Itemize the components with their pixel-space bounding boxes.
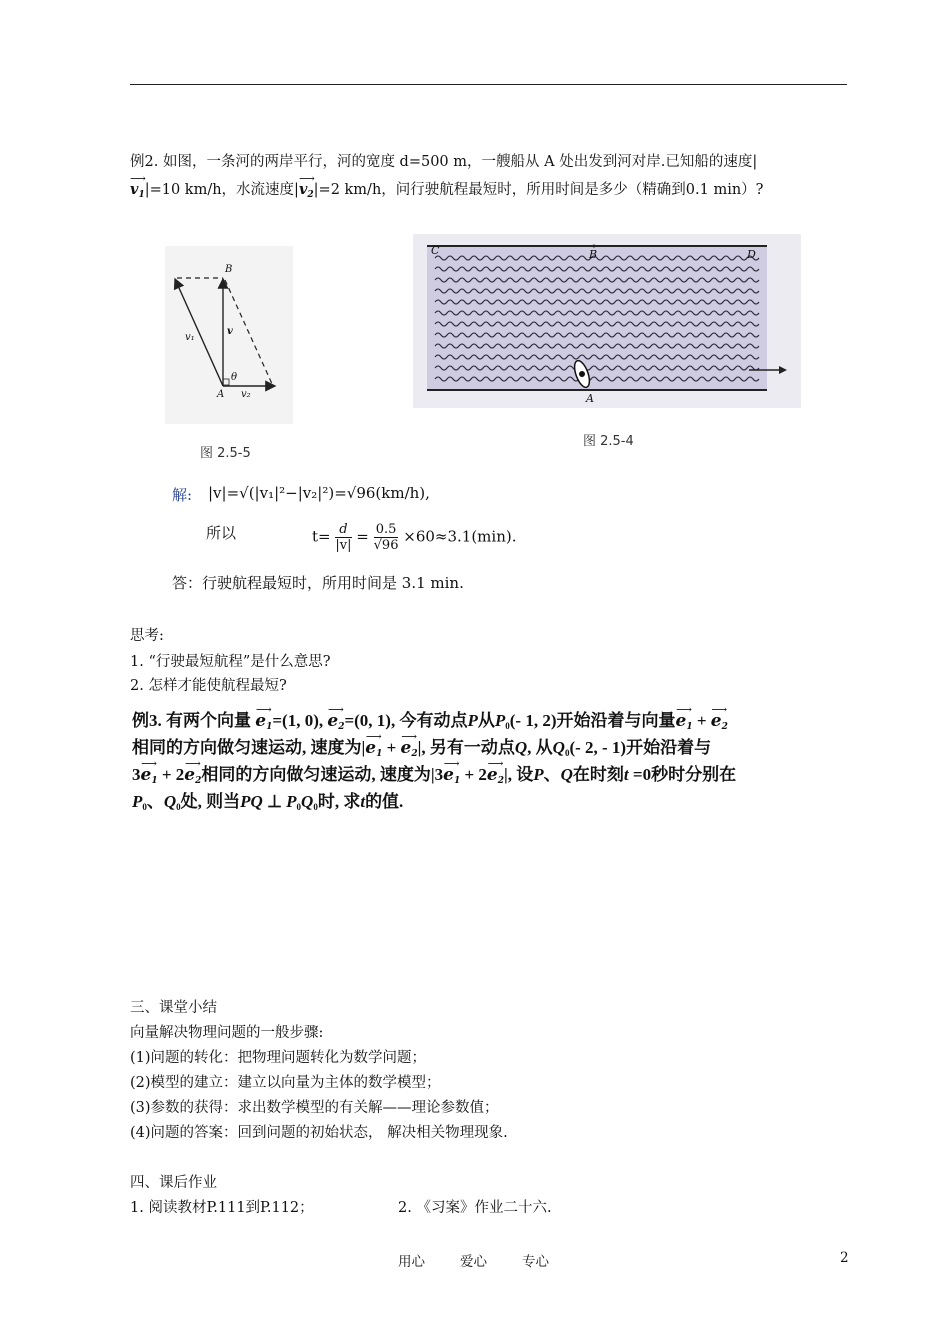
- example3-line3: 3 ⟶ $e_1 + 2$ ⟶ $e_2$相同的方向做匀速运动, 速度为|3 ⟶ $e_1 + 2$ ⟶ $e_2|$, 设P、Q在时刻t =0秒时分别在: [132, 757, 737, 786]
- caption-2-5-5: 图 2.5-5: [200, 446, 251, 461]
- vector-v1: ⟶ $v_1$: [130, 172, 146, 200]
- homework-item2: 2. 《习案》作业二十六.: [398, 1200, 552, 1216]
- label-C: C: [431, 244, 440, 257]
- header-rule: [130, 84, 847, 85]
- example3-line2: 相同的方向做匀速运动, 速度为| ⟶ $e_1$ + ⟶ $e_2|$, 另有一动点Q, 从$Q_0(-$ 2, - 1)开始沿着与: [132, 730, 712, 759]
- solution-so: 所以: [206, 524, 237, 542]
- label-B-river: B: [589, 248, 598, 261]
- solution-label: 解:: [172, 486, 193, 504]
- label-B: B: [225, 264, 233, 275]
- homework-item1: 1. 阅读教材P.111到P.112；: [130, 1200, 314, 1216]
- summary-step2: (2)模型的建立：建立以向量为主体的数学模型；: [130, 1075, 441, 1091]
- solution-eq2: t= $\frac{d}{|v|}$ = $\frac{0.5}{√96}$ ×60≈3.1(min).: [312, 522, 517, 553]
- summary-step3: (3)参数的获得：求出数学模型的有关解——理论参数值；: [130, 1100, 499, 1116]
- label-v2: v₂: [241, 389, 251, 400]
- solution-answer: 答：行驶航程最短时，所用时间是 3.1 min.: [172, 574, 464, 592]
- summary-title: 三、课堂小结: [130, 1000, 217, 1016]
- think-q1: 1. “行驶最短航程”是什么意思?: [130, 654, 331, 670]
- example3-line1: 例3. 有两个向量 ⟶ $e_1=(1$, 0), ⟶ $e_2=(0$, 1), 今有动点P从$P_0(-$ 1, 2)开始沿着与向量 ⟶ $e_1$ + ⟶ $e_2$: [132, 703, 728, 732]
- right-angle-mark: [223, 379, 229, 385]
- caption-2-5-4: 图 2.5-4: [583, 434, 634, 449]
- page-number: 2: [840, 1250, 849, 1266]
- label-A: A: [217, 389, 225, 400]
- think-q2: 2. 怎样才能使航程最短?: [130, 678, 287, 694]
- example2-line1: 例2. 如图，一条河的两岸平行，河的宽度 d=500 m，一艘船从 A 处出发到河对岸.已知船的速度|: [130, 154, 758, 170]
- solution-eq1: |v|=√(|v₁|²−|v₂|²)=√96(km/h),: [208, 484, 430, 502]
- label-theta: θ: [231, 372, 238, 383]
- v1-arrow: [175, 279, 223, 386]
- figure-2-5-4: [413, 234, 801, 408]
- label-A-river: A: [586, 392, 594, 405]
- summary-step1: (1)问题的转化：把物理问题转化为数学问题；: [130, 1050, 427, 1066]
- label-D: D: [747, 248, 756, 261]
- river-diagram: [413, 234, 801, 408]
- summary-step4: (4)问题的答案：回到问题的初始状态， 解决相关物理现象.: [130, 1125, 508, 1141]
- footer-motto-2: 爱心: [460, 1254, 487, 1270]
- think-title: 思考:: [130, 628, 164, 644]
- label-v: v: [227, 326, 233, 337]
- footer-motto-3: 专心: [522, 1254, 549, 1270]
- summary-intro: 向量解决物理问题的一般步骤:: [130, 1025, 324, 1041]
- footer-motto-1: 用心: [398, 1254, 425, 1270]
- vector-v2: ⟶ $v_2$: [298, 172, 315, 200]
- homework-title: 四、课后作业: [130, 1175, 217, 1191]
- label-v1: v₁: [185, 332, 195, 343]
- example3-line4: $P_0$、$Q_0$处, 则当PQ ⊥ $P_0Q_0$时, 求t的值.: [132, 792, 404, 812]
- example2-line2: ⟶ $v_1|=10$ km/h，水流速度| ⟶ $v_2|=2$ km/h，问行驶航程最短时，所用时间是多少（精确到0.1 min）?: [130, 180, 763, 205]
- figure-2-5-5: [165, 246, 293, 424]
